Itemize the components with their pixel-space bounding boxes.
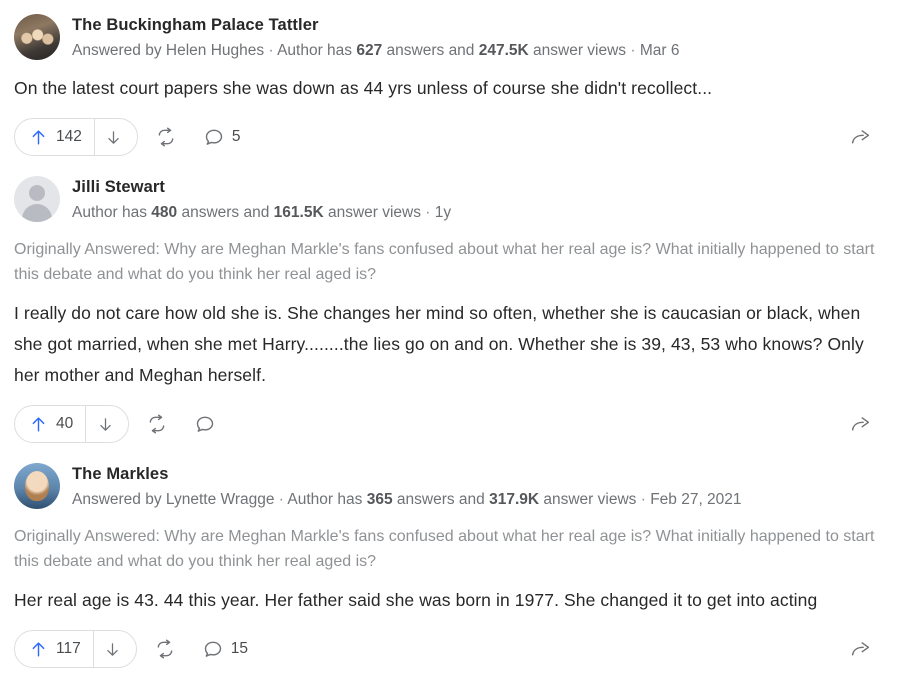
answer-date: 1y	[434, 204, 452, 221]
downvote-arrow-icon	[97, 416, 114, 433]
vote-pill	[14, 630, 137, 668]
upvote-arrow-icon	[29, 128, 48, 147]
answer-count: 480	[151, 204, 178, 221]
answer-date: Mar 6	[639, 42, 680, 59]
upvote-button[interactable]	[19, 119, 95, 155]
share-button[interactable]	[842, 631, 878, 667]
answer-card	[14, 156, 886, 443]
credit-separator: ·	[264, 42, 278, 59]
repost-icon	[156, 127, 176, 147]
views-word: answer views	[539, 491, 637, 508]
author-has-label: Author has	[277, 42, 357, 59]
author-name[interactable]: Lynette Wragge	[165, 491, 275, 508]
answer-header	[14, 457, 886, 511]
view-count: 247.5K	[478, 42, 529, 59]
upvote-arrow-icon	[29, 415, 48, 434]
repost-button[interactable]	[146, 118, 186, 156]
upvote-button[interactable]	[19, 631, 94, 667]
author-has-label: Author has	[72, 204, 152, 221]
answer-credit-line	[72, 39, 886, 62]
author-name[interactable]: Helen Hughes	[165, 42, 265, 59]
credit-separator: ·	[274, 491, 288, 508]
answer-header	[14, 170, 886, 224]
answers-word: answers and	[382, 42, 479, 59]
vote-pill	[14, 118, 138, 156]
vote-pill	[14, 405, 129, 443]
answer-credit-line	[72, 201, 886, 224]
upvote-count: 117	[56, 640, 81, 657]
answer-actions	[14, 405, 886, 443]
answer-count: 365	[366, 491, 393, 508]
comment-bubble-icon	[195, 414, 215, 434]
answer-card	[14, 0, 886, 156]
space-title[interactable]: The Markles	[72, 465, 169, 483]
answer-body-text: On the latest court papers she was down as 44 yrs unless of course she didn't recollect...	[14, 78, 713, 98]
credit-separator-2: ·	[420, 204, 435, 221]
downvote-button[interactable]	[94, 631, 132, 667]
comment-button[interactable]	[185, 405, 233, 443]
originally-answered-label: Originally Answered: Why are Meghan Markle's fans confused about what her real age is? What initially happened to start this debate and what do you think her real aged is?	[14, 241, 875, 283]
answer-body-text: Her real age is 43. 44 this year. Her father said she was born in 1977. She changed it to get into acting	[14, 590, 818, 610]
answers-word: answers and	[177, 204, 274, 221]
space-title[interactable]: The Buckingham Palace Tattler	[72, 16, 319, 34]
credit-separator-2: ·	[626, 42, 640, 59]
author-has-label: Author has	[287, 491, 367, 508]
views-word: answer views	[528, 42, 627, 59]
share-arrow-icon	[850, 639, 871, 660]
answers-word: answers and	[392, 491, 490, 508]
answer-header	[14, 8, 886, 62]
originally-answered-label: Originally Answered: Why are Meghan Markle's fans confused about what her real age is? What initially happened to start this debate and what do you think her real aged is?	[14, 528, 875, 570]
upvote-count: 142	[56, 128, 82, 145]
upvote-count: 40	[56, 415, 74, 432]
comment-button[interactable]	[193, 630, 258, 668]
credit-separator-2: ·	[636, 491, 651, 508]
credit-prefix: Answered by	[72, 491, 166, 508]
answer-actions	[14, 118, 886, 156]
repost-icon	[147, 414, 167, 434]
view-count: 317.9K	[489, 491, 540, 508]
answer-date: Feb 27, 2021	[650, 491, 742, 508]
answer-count: 627	[356, 42, 383, 59]
comment-count: 15	[230, 640, 248, 657]
answer-actions	[14, 630, 886, 668]
repost-icon	[155, 639, 175, 659]
share-arrow-icon	[850, 414, 871, 435]
upvote-arrow-icon	[29, 640, 48, 659]
share-arrow-icon	[850, 127, 871, 148]
answer-card	[14, 443, 886, 668]
share-button[interactable]	[842, 406, 878, 442]
comment-button[interactable]	[194, 118, 251, 156]
downvote-button[interactable]	[86, 406, 124, 442]
comment-bubble-icon	[204, 127, 224, 147]
downvote-arrow-icon	[105, 129, 122, 146]
space-avatar-the-markles[interactable]	[14, 463, 60, 509]
user-avatar-jilli-stewart[interactable]	[14, 176, 60, 222]
credit-prefix: Answered by	[72, 42, 166, 59]
space-avatar-buckingham-palace-tattler[interactable]	[14, 14, 60, 60]
answer-credit-line	[72, 488, 886, 511]
downvote-arrow-icon	[104, 641, 121, 658]
author-title[interactable]: Jilli Stewart	[72, 178, 166, 196]
comment-bubble-icon	[203, 639, 223, 659]
answer-body-text: I really do not care how old she is. She changes her mind so often, whether she is caucasian or black, when she got married, when she met Harry........the lies go on and on. Whether she is 39, 43, 53 who knows? Only her mother and Meghan herself.	[14, 303, 864, 385]
repost-button[interactable]	[145, 630, 185, 668]
downvote-button[interactable]	[95, 119, 133, 155]
upvote-button[interactable]	[19, 406, 86, 442]
view-count: 161.5K	[273, 204, 324, 221]
comment-count: 5	[231, 128, 241, 145]
views-word: answer views	[323, 204, 421, 221]
share-button[interactable]	[842, 119, 878, 155]
repost-button[interactable]	[137, 405, 177, 443]
